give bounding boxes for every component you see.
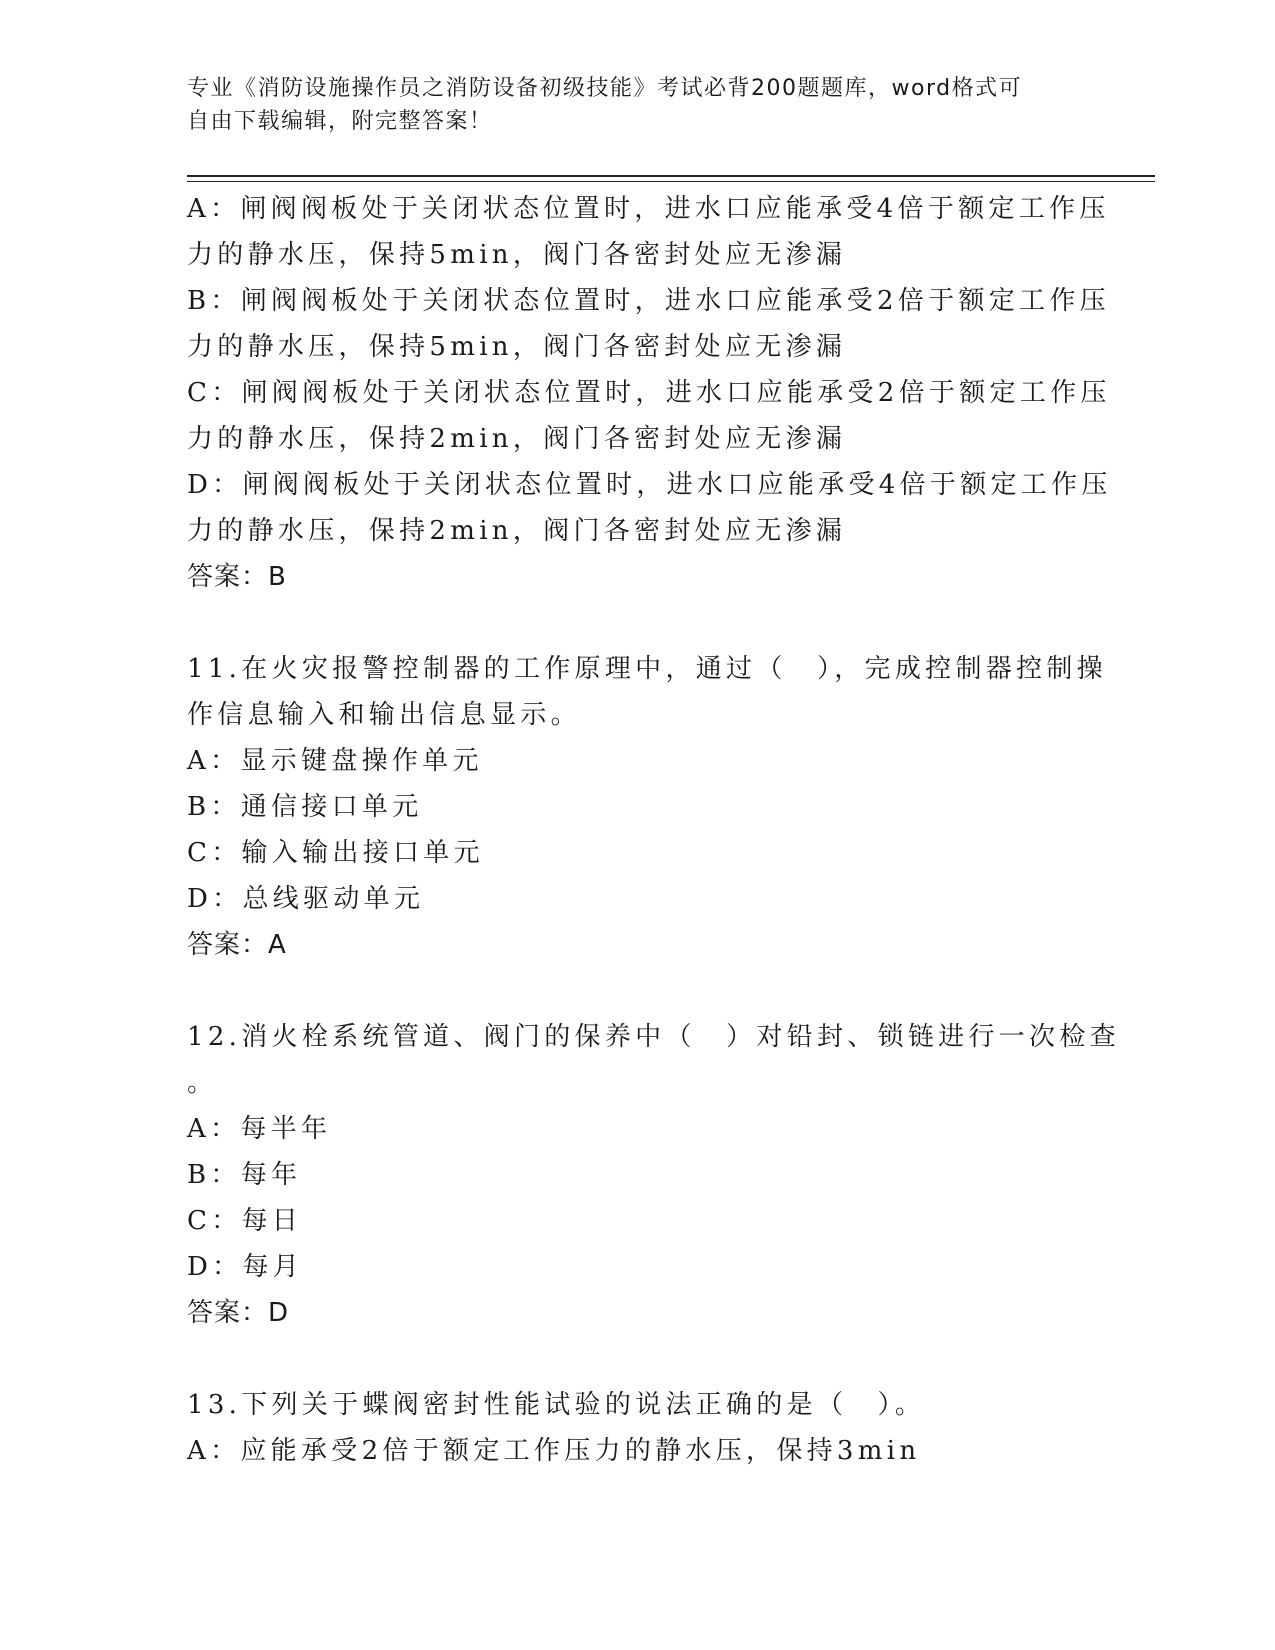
q12-option-a: A：每半年 <box>187 1114 332 1144</box>
q10-option-d-line-1: D：闸阀阀板处于关闭状态位置时，进水口应能承受4倍于额定工作压 <box>187 470 1112 500</box>
document-header <box>187 72 1067 138</box>
q10-option-b-line-1: B：闸阀阀板处于关闭状态位置时，进水口应能承受2倍于额定工作压 <box>187 286 1110 316</box>
q10-option-c-line-1: C：闸阀阀板处于关闭状态位置时，进水口应能承受2倍于额定工作压 <box>187 378 1111 408</box>
question-10-block <box>187 186 1112 600</box>
header-line-2: 自由下载编辑，附完整答案！ <box>187 109 493 134</box>
q10-option-d-line-2: 力的静水压，保持2min，阀门各密封处应无渗漏 <box>187 516 847 546</box>
q10-option-c-line-2: 力的静水压，保持2min，阀门各密封处应无渗漏 <box>187 424 847 454</box>
q12-option-c: C：每日 <box>187 1206 303 1236</box>
q11-answer: 答案：A <box>187 930 287 960</box>
q11-stem-line-1: 11.在火灾报警控制器的工作原理中，通过（ ），完成控制器控制操 <box>187 654 1107 684</box>
question-12-block <box>187 1014 1120 1336</box>
q11-option-a: A：显示键盘操作单元 <box>187 746 483 776</box>
header-divider-thin <box>187 181 1155 182</box>
q11-option-d: D：总线驱动单元 <box>187 884 425 914</box>
q10-option-a-line-2: 力的静水压，保持5min，阀门各密封处应无渗漏 <box>187 240 847 270</box>
question-content <box>187 186 1120 1474</box>
question-13-block <box>187 1382 1087 1474</box>
q12-stem-line-1: 12.消火栓系统管道、阀门的保养中（ ）对铅封、锁链进行一次检查 <box>187 1022 1120 1052</box>
q12-answer: 答案：D <box>187 1298 290 1328</box>
q12-option-b: B：每年 <box>187 1160 302 1190</box>
spacer <box>187 1336 1087 1382</box>
header-line-1: 专业《消防设施操作员之消防设备初级技能》考试必背200题题库，word格式可 <box>187 76 1023 101</box>
q11-option-b: B：通信接口单元 <box>187 792 423 822</box>
question-11-block <box>187 646 1107 968</box>
header-divider-thick <box>187 175 1155 177</box>
q11-stem-line-2: 作信息输入和输出信息显示。 <box>187 700 581 730</box>
q13-stem-line-1: 13.下列关于蝶阀密封性能试验的说法正确的是（ ）。 <box>187 1390 926 1420</box>
q10-option-a-line-1: A：闸阀阀板处于关闭状态位置时，进水口应能承受4倍于额定工作压 <box>187 194 1110 224</box>
q12-option-d: D：每月 <box>187 1252 304 1282</box>
q10-answer: 答案：B <box>187 562 287 592</box>
spacer <box>187 968 1087 1014</box>
q11-option-c: C：输入输出接口单元 <box>187 838 484 868</box>
q12-stem-line-2: 。 <box>187 1068 218 1098</box>
q13-option-a: A：应能承受2倍于额定工作压力的静水压，保持3min <box>187 1436 921 1466</box>
q10-option-b-line-2: 力的静水压，保持5min，阀门各密封处应无渗漏 <box>187 332 847 362</box>
spacer <box>187 600 1087 646</box>
